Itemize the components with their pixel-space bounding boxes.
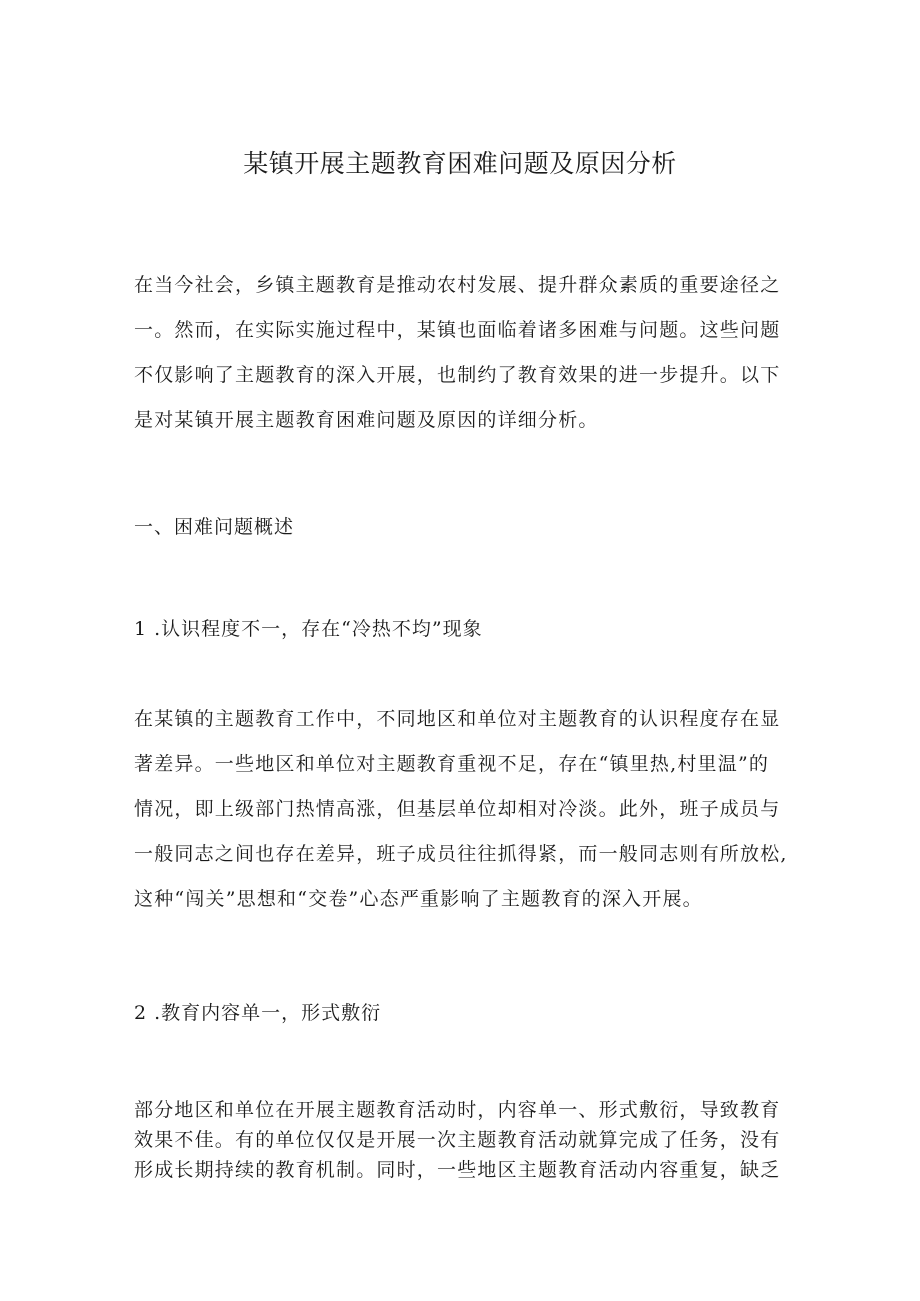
paragraph-line: 著差异。一些地区和单位对主题教育重视不足，存在“镇里热,村里温”的 [134,753,770,775]
paragraph-line: 是对某镇开展主题教育困难问题及原因的详细分析。 [134,409,599,431]
paragraph-line: 在某镇的主题教育工作中，不同地区和单位对主题教育的认识程度存在显 [134,708,781,730]
item-heading-1: 1 .认识程度不一，存在“冷热不均”现象 [134,618,483,640]
paragraph-line: 情况，即上级部门热情高涨，但基层单位却相对冷淡。此外，班子成员与 [134,798,781,820]
paragraph-line: 效果不佳。有的单位仅仅是开展一次主题教育活动就算完成了任务，没有 [134,1129,781,1151]
paragraph-line: 在当今社会，乡镇主题教育是推动农村发展、提升群众素质的重要途径之 [134,274,781,296]
paragraph-line: 这种“闯关”思想和“交卷”心态严重影响了主题教育的深入开展。 [134,888,703,910]
paragraph-line: 一般同志之间也存在差异，班子成员往往抓得紧，而一般同志则有所放松, [134,843,788,865]
paragraph-line: 不仅影响了主题教育的深入开展，也制约了教育效果的进一步提升。以下 [134,364,781,386]
item-2-paragraph [134,1095,786,1185]
section-heading: 一、困难问题概述 [134,516,295,538]
paragraph-line: 部分地区和单位在开展主题教育活动时，内容单一、形式敷衍，导致教育 [134,1099,781,1121]
intro-paragraph [134,263,786,443]
paragraph-line: 一。然而，在实际实施过程中，某镇也面临着诸多困难与问题。这些问题 [134,319,781,341]
document-title: 某镇开展主题教育困难问题及原因分析 [243,149,677,178]
paragraph-line: 形成长期持续的教育机制。同时，一些地区主题教育活动内容重复，缺乏 [134,1159,781,1181]
item-heading-2: 2 .教育内容单一，形式敷衍 [134,1002,382,1024]
item-1-paragraph [134,697,786,922]
